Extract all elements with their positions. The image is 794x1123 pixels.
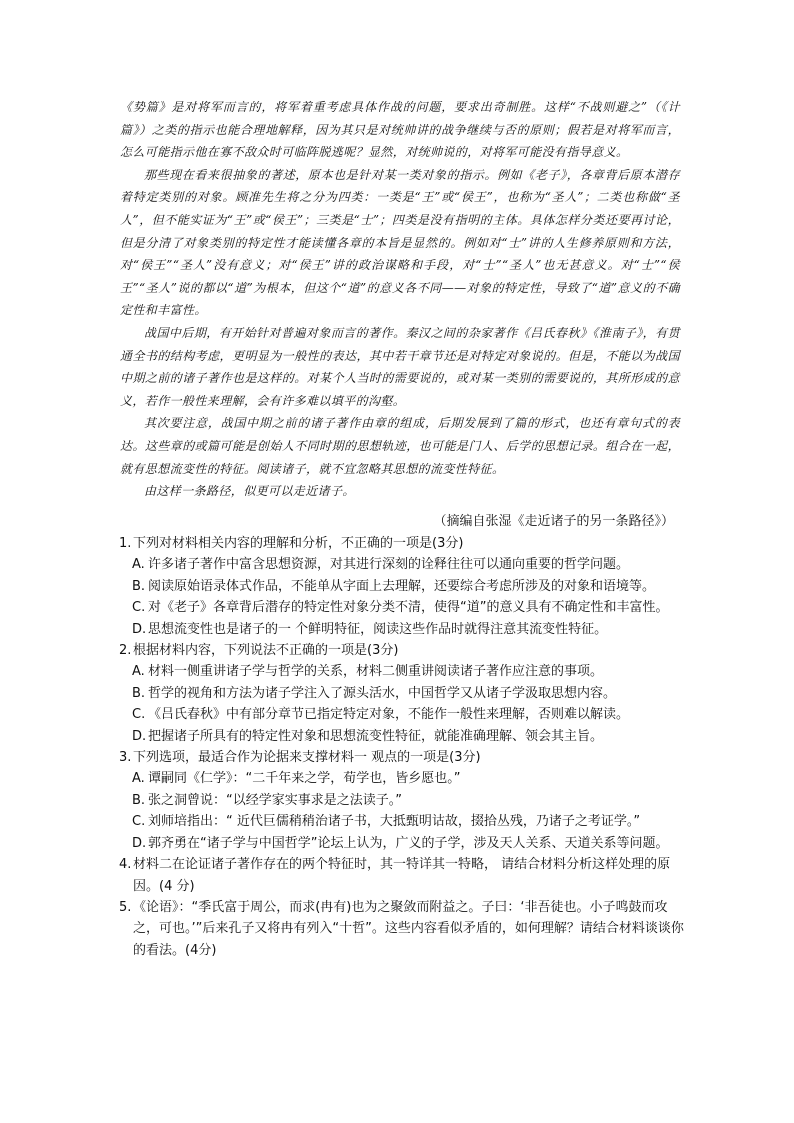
- passage-paragraph: 那些现在看来很抽象的著述，原本也是针对某一类对象的指示。例如《老子》，各章背后原本潜存着特定类别的对象。顾准先生将之分为四类：一类是“王”或“侯王”，也称为“圣人”；二类也称做“圣人”，但不能实证为“王”或“侯王”；三类是“士”；四类是没有指明的主体。具体怎样分类还要再讨论，但是分清了对象类别的特定性才能读懂各章的本旨是显然的。例如对“士”讲的人生修养原则和方法，对“侯王”“圣人”没有意义；对“侯王”讲的政治谋略和手段，对“士”“圣人”也无甚意义。对“士”“侯王”“圣人”说的都以“道”为根本，但这个“道”的意义各不同——对象的特定性，导致了“道”意义的不确定性和丰富性。: [120, 167, 680, 318]
- option-c: [119, 597, 689, 618]
- option-letter: B.: [132, 578, 146, 594]
- option-text: 对《老子》各章背后潜存的特定性对象分类不清，使得“道”的意义具有不确定性和丰富性。: [148, 600, 669, 616]
- question-5: [119, 897, 689, 961]
- question-number: 5.: [119, 899, 132, 915]
- question-number: 2.: [119, 643, 132, 659]
- option-text: 思想流变性也是诸子的一 个鲜明特征，阅读这些作品时就得注意其流变性特征。: [148, 621, 608, 637]
- question-3: [119, 747, 689, 854]
- option-letter: C.: [132, 600, 146, 616]
- option-letter: D.: [132, 621, 147, 637]
- question-list: [119, 533, 689, 961]
- option-a: [119, 768, 689, 789]
- option-d: [119, 726, 689, 747]
- option-d: [119, 619, 689, 640]
- option-text: 材料一侧重讲诸子学与哲学的关系，材料二侧重讲阅读诸子著作应注意的事项。: [148, 664, 604, 680]
- option-text: 张之洞曾说：“以经学家实事求是之法读子。”: [148, 792, 402, 808]
- question-1: [119, 533, 689, 640]
- option-letter: A.: [132, 557, 145, 573]
- option-a: [119, 661, 689, 682]
- passage-paragraph: 战国中后期，有开始针对普遍对象而言的著作。秦汉之间的杂家著作《吕氏春秋》《淮南子》，有贯通全书的结构考虑，更明显为一般性的表达，其中若干章节还是对特定对象说的。但是，不能以为战国中期之前的诸子著作也是这样的。对某个人当时的需要说的，或对某一类别的需要说的，其所形成的意义，若作一般性来理解，会有许多难以填平的沟壑。: [120, 325, 680, 408]
- option-text: 郭齐勇在“诸子学与中国哲学”论坛上认为，广义的子学，涉及天人关系、天道关系等问题。: [148, 835, 669, 851]
- option-text: 阅读原始语录体式作品，不能单从字面上去理解，还要综合考虑所涉及的对象和语境等。: [148, 578, 656, 594]
- option-b: [119, 683, 689, 704]
- question-number: 3.: [119, 750, 132, 766]
- option-letter: B.: [132, 685, 146, 701]
- option-c: [119, 811, 689, 832]
- question-2: [119, 640, 689, 747]
- option-letter: A.: [132, 664, 145, 680]
- option-c: [119, 704, 689, 725]
- question-number: 4.: [119, 857, 132, 873]
- reading-passage: [120, 96, 680, 503]
- passage-paragraph: 由这样一条路径，似更可以走近诸子。: [144, 484, 355, 499]
- question-stem: 材料二在论证诸子著作存在的两个特征时，其一特详其一特略， 请结合材料分析这样处理的原因。(4 分): [133, 857, 671, 894]
- option-text: 把握诸子所具有的特定性对象和思想流变性特征，就能准确理解、领会其主旨。: [148, 728, 604, 744]
- question-number: 1.: [119, 536, 132, 551]
- option-text: 谭嗣同《仁学》：“二千年来之学，荀学也，皆乡愿也。”: [148, 771, 461, 787]
- option-letter: B.: [132, 792, 146, 808]
- option-text: 刘师培指出：“ 近代巨儒稍稍治诸子书，大抵甄明诂故，掇拾丛残，乃诸子之考证学。”: [148, 814, 641, 830]
- option-letter: D.: [132, 728, 147, 744]
- question-stem: 《论语》：“季氏富于周公，而求(冉有)也为之聚敛而附益之。子曰：‘非吾徒也。小子鸣鼓而攻之，可也。’”后来孔子又将冉有列入“十哲”。这些内容看似矛盾的，如何理解？请结合材料谈谈你的看法。(4分): [133, 899, 684, 958]
- option-a: [119, 554, 689, 575]
- question-stem: 下列选项，最适合作为论据来支撑材料一 观点的一项是(3分): [133, 750, 481, 766]
- option-letter: D.: [132, 835, 147, 851]
- option-letter: A.: [132, 771, 145, 787]
- option-text: 许多诸子著作中富含思想资源，对其进行深刻的诠释往往可以通向重要的哲学问题。: [148, 557, 630, 573]
- option-letter: C.: [132, 707, 146, 723]
- question-4: [119, 854, 689, 897]
- passage-paragraph: 其次要注意，战国中期之前的诸子著作由章的组成，后期发展到了篇的形式，也还有章句式的表达。这些章的或篇可能是创始人不同时期的思想轨迹，也可能是门人、后学的思想记录。组合在一起，就有思想流变性的特征。阅读诸子，就不宜忽略其思想的流变性特征。: [120, 416, 680, 476]
- option-d: [119, 833, 689, 854]
- question-stem: 根据材料内容，下列说法不正确的一项是(3分): [133, 643, 399, 659]
- option-letter: C.: [132, 814, 146, 830]
- option-b: [119, 576, 689, 597]
- source-citation: （摘编自张湿《走近诸子的另一条路径》）: [433, 514, 674, 529]
- passage-paragraph: 《势篇》是对将军而言的，将军着重考虑具体作战的问题，要求出奇制胜。这样“不战则避之”（《计篇》）之类的指示也能合理地解释，因为其只是对统帅讲的战争继续与否的原则；假若是对将军而言，怎么可能指示他在寡不敌众时可临阵脱逃呢？显然，对统帅说的，对将军可能没有指导意义。: [120, 100, 680, 160]
- option-text: 《吕氏春秋》中有部分章节已指定特定对象，不能作一般性来理解，否则难以解读。: [148, 707, 630, 723]
- option-text: 哲学的视角和方法为诸子学注入了源头活水，中国哲学又从诸子学汲取思想内容。: [148, 685, 617, 701]
- question-stem: 下列对材料相关内容的理解和分析，不正确的一项是(3分): [133, 536, 464, 551]
- option-b: [119, 790, 689, 811]
